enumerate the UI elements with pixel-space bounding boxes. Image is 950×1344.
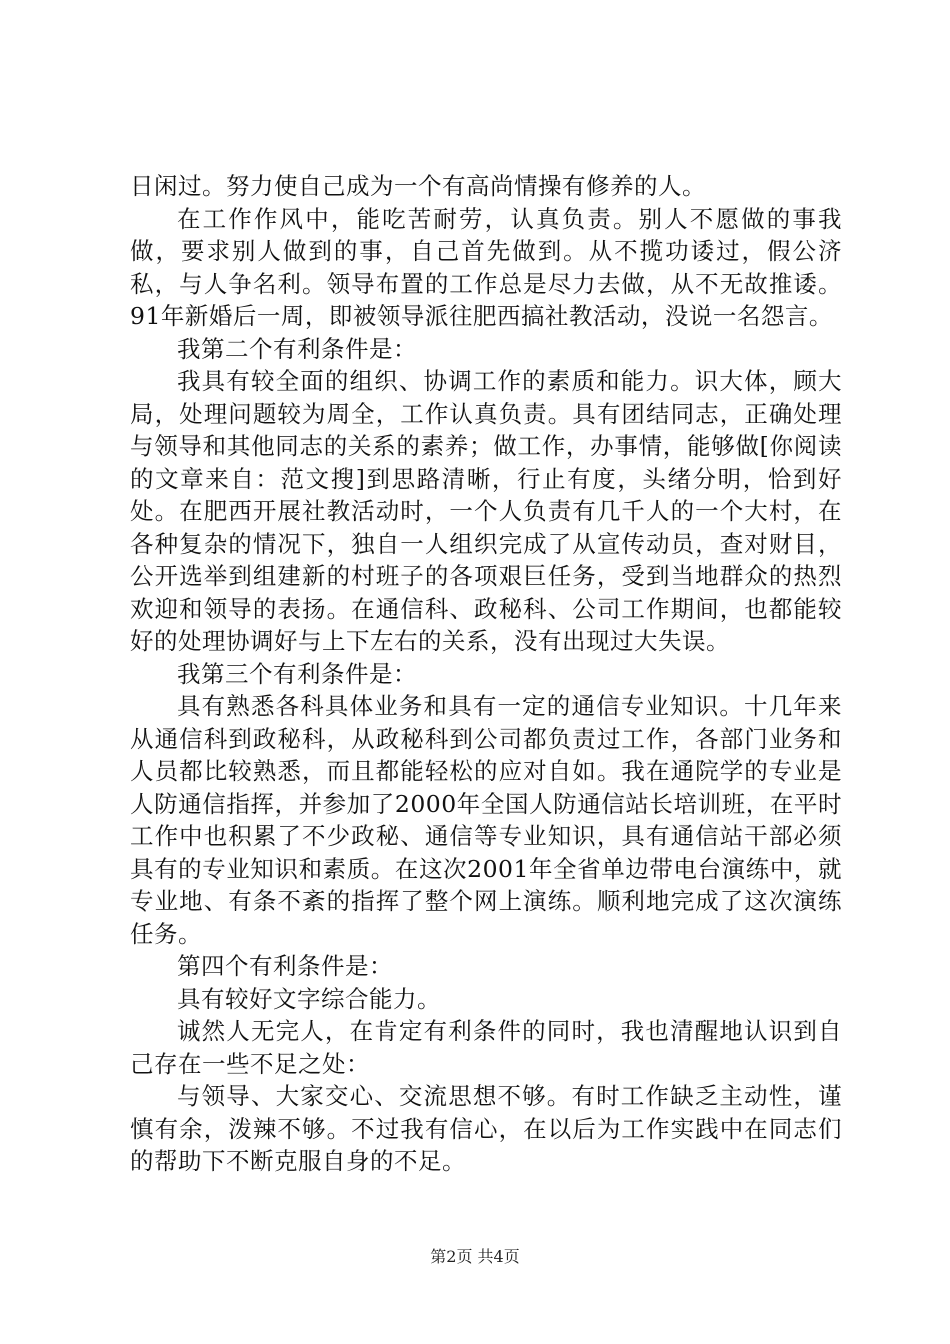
- paragraph-5: 我第三个有利条件是：: [177, 659, 417, 688]
- paragraph-1: 日闲过。努力使自己成为一个有高尚情操有修养的人。: [130, 172, 706, 200]
- paragraph-4: 我具有较全面的组织、协调工作的素质和能力。识大体，顾大局，处理问题较为周全，工作认真负责。具有团结同志，正确处理与领导和其他同志的关系的素养；做工作，办事情，能够做[你阅读的文章来自：范文搜]到思路清晰，行止有度，头绪分明，恰到好处。在肥西开展社教活动时，一个人负责有几千人的一个大村，在各种复杂的情况下，独自一人组织完成了从宣传动员，查对财目，公开选举到组建新的村班子的各项艰巨任务，受到当地群众的热烈欢迎和领导的表扬。在通信科、政秘科、公司工作期间，也都能较好的处理协调好与上下左右的关系，没有出现过大失误。: [130, 367, 842, 655]
- paragraph-7: 第四个有利条件是：: [177, 952, 393, 980]
- paragraph-9: 诚然人无完人，在肯定有利条件的同时，我也清醒地认识到自己存在一些不足之处：: [130, 1017, 842, 1078]
- document-body: [130, 170, 842, 1178]
- paragraph-3: 我第二个有利条件是：: [177, 334, 417, 363]
- page-footer: 第2页 共4页: [430, 1247, 520, 1266]
- paragraph-8: 具有较好文字综合能力。: [177, 984, 441, 1013]
- paragraph-10: 与领导、大家交心、交流思想不够。有时工作缺乏主动性，谨慎有余，泼辣不够。不过我有信心，在以后为工作实践中在同志们的帮助下不断克服自身的不足。: [130, 1082, 842, 1175]
- paragraph-6: 具有熟悉各科具体业务和具有一定的通信专业知识。十几年来从通信科到政秘科，从政秘科到公司都负责过工作，各部门业务和人员都比较熟悉，而且都能轻松的应对自如。我在通院学的专业是人防通信指挥，并参加了2000年全国人防通信站长培训班，在平时工作中也积累了不少政秘、通信等专业知识，具有通信站干部必须具有的专业知识和素质。在这次2001年全省单边带电台演练中，就专业地、有条不紊的指挥了整个网上演练。顺利地完成了这次演练任务。: [130, 692, 842, 948]
- paragraph-2: 在工作作风中，能吃苦耐劳，认真负责。别人不愿做的事我做，要求别人做到的事，自己首先做到。从不揽功诿过，假公济私，与人争名利。领导布置的工作总是尽力去做，从不无故推诿。91年新婚后一周，即被领导派往肥西搞社教活动，没说一名怨言。: [130, 204, 842, 330]
